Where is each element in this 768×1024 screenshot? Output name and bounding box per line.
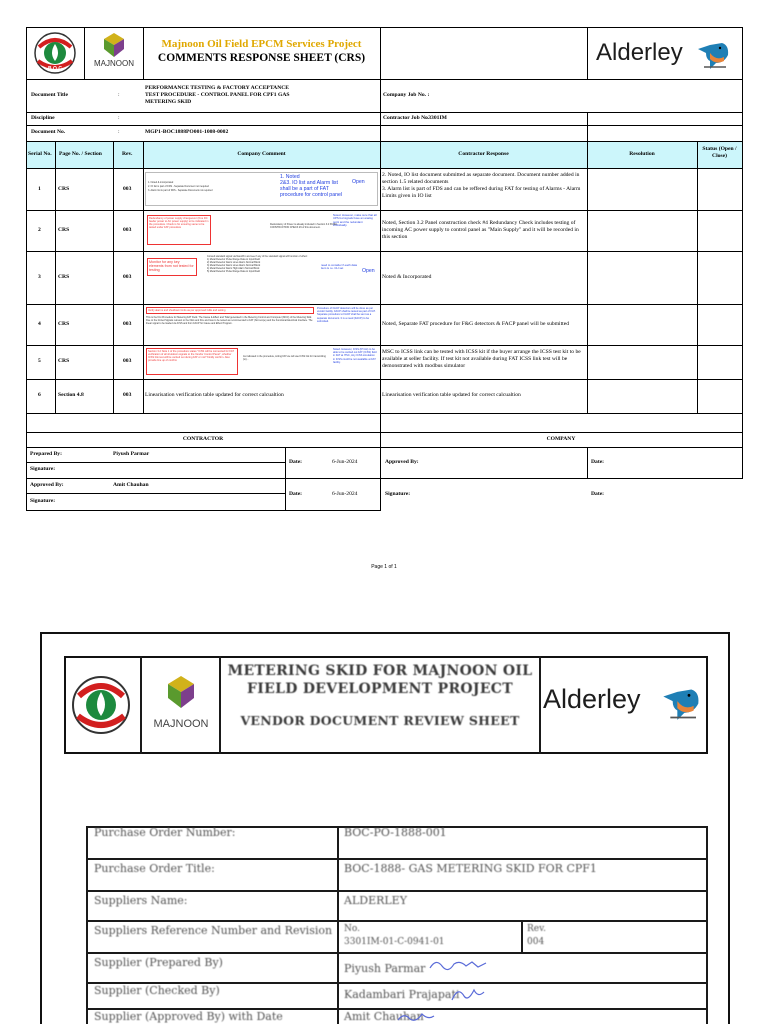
review-row4-value: 3301IM-01-C-0941-01: [344, 937, 445, 947]
row5-page: CRS: [58, 358, 70, 364]
review-row1-value: BOC-PO-1888-001: [344, 826, 447, 839]
review-title-line2: FIELD DEVELOPMENT PROJECT: [247, 681, 513, 697]
row1-rev: 003: [123, 186, 132, 192]
review-row5-label: Supplier (Prepared By): [94, 956, 223, 969]
majnoon-logo-text: MAJNOON: [94, 59, 134, 68]
boc-logo-text: B.O.C: [48, 66, 62, 72]
row1-response: 2. Noted, IO list document submitted as separate document. Document number added in section 1.5 related documents 3. Alarm list is part of FDS and can be reffered during FAT for testing of Alarms - Alarm Limits given in IO list: [382, 172, 581, 199]
row2-comment-snippet: [145, 213, 378, 248]
row4-rev: 003: [123, 321, 132, 327]
project-title: Majnoon Oil Field EPCM Services Project: [161, 38, 362, 50]
row2-rev: 003: [123, 227, 132, 233]
row6-serial: 6: [38, 392, 41, 398]
company-job-label: Company Job No. :: [383, 92, 430, 98]
date-value-1: 6-Jun-2024: [332, 459, 358, 465]
page-number: Page 1 of 1: [371, 564, 397, 570]
col-rev: Rev.: [122, 151, 133, 157]
review-row2-label: Purchase Order Title:: [94, 862, 215, 875]
date-value-2: 6-Jun-2024: [332, 491, 358, 497]
review-row7-value: Amit Chauhan: [344, 1010, 424, 1023]
boc-logo-scan: [68, 672, 134, 738]
row1-snip-status: Open: [352, 179, 365, 185]
row3-snip-mid: Consult standard signal via NanoPro and see if any of the standard signal will function of effect: 1) Metal Detector Pulse Range Data to Input/Field 2) Metal Detector Alarm Lines Alarm Normal Block 3) Metal Detector Alarm Lines Alarm Normal Block 4) Metal Detector Alarm High Alarm Normal Block 5) Metal Detector Pulse Range Data to Input/Field: [207, 255, 308, 273]
review-row3-value: ALDERLEY: [344, 894, 407, 907]
review-row6-value: Kadambari Prajapati: [344, 988, 460, 1001]
review-row3-label: Suppliers Name:: [94, 894, 188, 907]
doc-title-label: Document Title: [31, 92, 68, 98]
row6-page: Section 4.8: [58, 392, 84, 398]
row5-snip-mid: As indicated in the procedure, Acting FAT we will use ICSS link for transmitting (to)...: [243, 355, 326, 361]
signature-approved: [396, 1010, 436, 1024]
discipline-colon: :: [118, 115, 120, 121]
review-row4-no-label: No.: [344, 924, 360, 934]
row4-page: CRS: [58, 321, 70, 327]
alderley-logo-scan: [543, 680, 703, 730]
row4-snip-note: Procedure of FACP detectors will be done as per vendor facility. FACP shall be tested as part of FAT. Separate procedure to FACP shall be sent as a separate document. It is a need (FACP) to be submitted.: [317, 307, 376, 323]
row5-rev: 003: [123, 358, 132, 364]
review-row2-value: BOC-1888- GAS METERING SKID FOR CPF1: [344, 862, 597, 875]
company-date-label-2: Date:: [591, 491, 605, 497]
row5-comment-snippet: [145, 347, 378, 377]
row3-page: CRS: [58, 274, 70, 280]
col-page: Page No. / Section: [59, 151, 102, 157]
company-approved-label: Approved By:: [385, 459, 419, 465]
row2-response: Noted, Section 3.2 Panel construction check #4 Redundancy Check includes testing of incoming AC power supply to control panel as "Main Supply" and it will be recorded in this section: [382, 220, 579, 240]
col-serial: Serial No.: [28, 151, 52, 157]
prepared-by-label: Prepared By:: [30, 451, 62, 457]
row2-page: CRS: [58, 227, 70, 233]
doc-title-colon: :: [118, 92, 120, 98]
row5-response: MSC to ICSS link can be tested with ICSS kit if the buyer arrange the ICSS test kit to be available at seller facility. If test kit not available during FAT ICSS link test will be demonstrated with modbus simulator: [382, 349, 581, 369]
row3-snip-status: Open: [362, 268, 375, 274]
row4-response: Noted, Separate FAT procedure for F&G detectors & FACP panel will be submitted: [382, 321, 569, 327]
row1-snip-line-2: 2. IO list is part of FDS - Separate Document not required: [148, 185, 209, 188]
review-row4-rev-value: 004: [527, 937, 545, 947]
row2-serial: 2: [38, 227, 41, 233]
signature-label-1: Signature:: [30, 466, 56, 472]
doc-no-label: Document No.: [31, 129, 66, 135]
review-row4-label: Suppliers Reference Number and Revision: [94, 924, 333, 937]
discipline-label: Discipline: [31, 115, 55, 121]
row5-serial: 5: [38, 358, 41, 364]
row1-serial: 1: [38, 186, 41, 192]
footer-company: COMPANY: [546, 436, 576, 442]
row1-snip-line-1: 1. Noted & incorporated: [148, 181, 174, 184]
doc-no-colon: :: [118, 129, 120, 135]
row1-comment-snippet: [145, 172, 378, 206]
alderley-logo-text: Alderley: [596, 39, 683, 66]
row2-snip-red: Redundancy of power supply changeover (One DC feeder power to AC power supply) to be indicated in the procedure. Check is for ensuring same to be tested under FAT procedure: [147, 215, 211, 245]
col-resolution: Resolution: [629, 151, 655, 157]
approved-by-value: Amit Chauhan: [113, 482, 149, 488]
prepared-by-value: Piyush Parmar: [113, 451, 150, 457]
company-date-label-1: Date:: [591, 459, 605, 465]
row4-snip-mid: This is the first Procedure for Metering FAT Field. The Cause & Effect and Tidal generated in the Metering Control and Computer (MCC) of the Metering Skid. Due to the limited Signals relevant to the F&G and Fire and Gas to be tested as recommended to FAT (Not scope) and the Functional Electrical Interface. The linear signal to be loaded via ICSS and from FACP for Cause and Effect Program.: [146, 316, 313, 325]
review-row5-value: Piyush Parmar: [344, 962, 426, 975]
row4-snip-red: Verify alarms and shutdown limits as per approved C&E and setting: [146, 307, 314, 314]
doc-title-value: PERFORMANCE TESTING & FACTORY ACCEPTANCE TEST PROCEDURE - CONTROL PANEL FOR CPF1 GAS METERING SKID: [145, 85, 290, 105]
kingfisher-icon-scan: [661, 676, 703, 724]
col-company-comment: Company Comment: [237, 151, 286, 157]
row3-comment-snippet: [145, 254, 378, 300]
col-status: Status (Open / Close): [702, 146, 737, 159]
row3-snip-note: need to consider if each data item is i.e. CLI set: [321, 264, 357, 271]
row6-rev: 003: [123, 392, 132, 398]
majnoon-logo-scan: [150, 674, 212, 740]
row1-snip-note: 1. Noted 2&3. IO list and Alarm list shall be a part of FAT procedure for control panel: [280, 174, 342, 198]
review-title-line1: METERING SKID FOR MAJNOON OIL: [227, 663, 533, 679]
approved-by-label: Approved By:: [30, 482, 64, 488]
review-row1-label: Purchase Order Number:: [94, 826, 236, 839]
row3-serial: 3: [38, 274, 41, 280]
row5-snip-red: Section 3.2 Note 1 of the procedure states "ICSS will be connected for FAT verification of all shutdown signals to the Vendor Control Panel", whether ICSS link test will be carried out during FAT or not? Kindly confirm. Also provide line up of confirm: [146, 348, 238, 375]
contractor-job-label: Contractor Job No.: [383, 115, 430, 121]
row1-snip-line-3: 3. Alarm list is part of FDS - Separate Document not required: [148, 189, 213, 192]
boc-logo: [30, 31, 80, 75]
row4-comment-snippet: [145, 306, 378, 343]
row3-snip-red: Monitor for any key elements from not tested for testing: [147, 258, 197, 276]
col-contractor-response: Contractor Response: [458, 151, 509, 157]
row2-snip-note: Noted. However, make sure that all UPS fed signals have an analog point and the redundant individually.: [333, 214, 377, 228]
review-row7-label: Supplier (Approved By) with Date: [94, 1010, 283, 1023]
row4-serial: 4: [38, 321, 41, 327]
row1-page: CRS: [58, 186, 70, 192]
row5-snip-note: Noted. However, ICSS (IP link) to be able to be carried out FAT (ICSS) field in FAT at ITSC, Any ICSS simulation in ICSS could be not available at FAT facility.: [333, 348, 377, 364]
row6-comment: Linearisation verification table updated for correct calcualtion: [145, 392, 284, 398]
review-row6-label: Supplier (Checked By): [94, 984, 220, 997]
signature-checked: [448, 984, 488, 1004]
date-label-2: Date:: [289, 491, 303, 497]
row3-response: Noted & Incorporated: [382, 274, 432, 280]
kingfisher-icon: [696, 33, 732, 71]
doc-no-value: MGP1-BOC1888PO001-1008-0002: [145, 129, 229, 135]
alderley-logo-scan-text: Alderley: [543, 684, 641, 714]
sheet-title: COMMENTS RESPONSE SHEET (CRS): [157, 52, 366, 64]
row6-response: Linearisation verification table updated for correct calcualtion: [382, 392, 521, 398]
company-signature-label: Signature:: [385, 491, 411, 497]
majnoon-logo: [90, 31, 138, 75]
majnoon-logo-scan-text: MAJNOON: [153, 718, 209, 730]
row3-rev: 003: [123, 274, 132, 280]
row2-snip-mid: Redundancy of Power is already included in Section 3.2 PANEL CONSTRUCTION CHECK #4 of this document.: [270, 223, 338, 229]
signature-prepared: [428, 956, 490, 974]
signature-label-2: Signature:: [30, 498, 56, 504]
date-label-1: Date:: [289, 459, 303, 465]
alderley-logo: [596, 33, 736, 73]
footer-contractor: CONTRACTOR: [182, 436, 224, 442]
contractor-job-value: : 3301IM: [425, 115, 447, 121]
review-subtitle: VENDOR DOCUMENT REVIEW SHEET: [240, 713, 520, 728]
review-row4-rev-label: Rev.: [527, 924, 546, 934]
